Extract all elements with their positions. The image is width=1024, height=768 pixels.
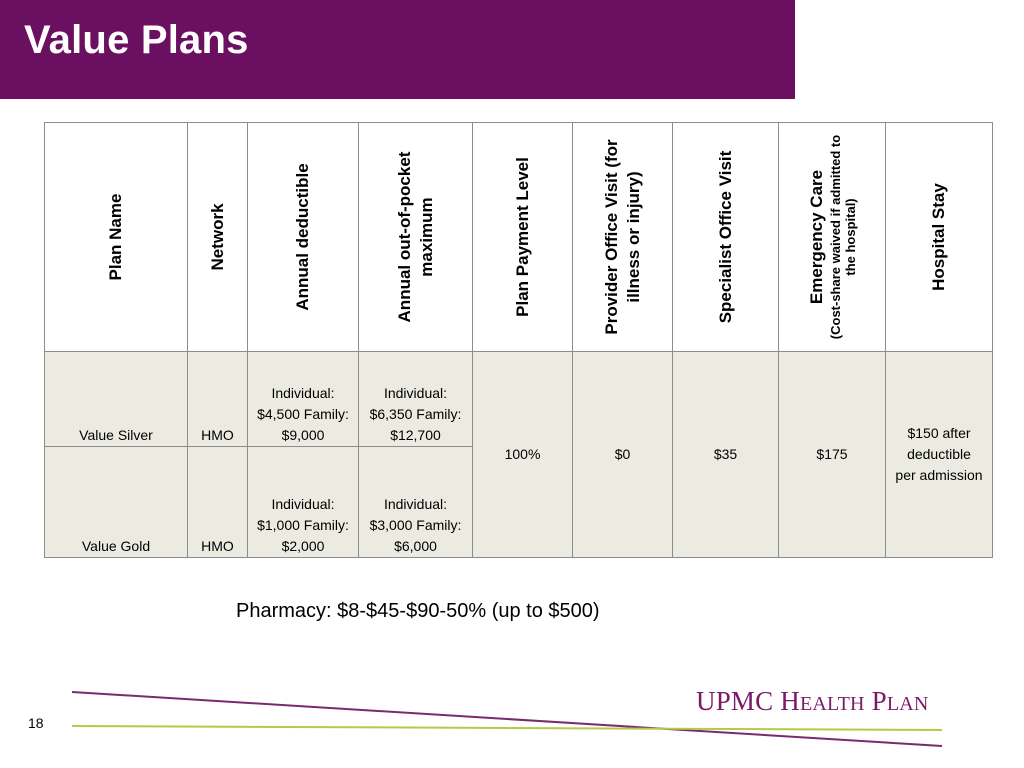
green-swoosh-line	[72, 726, 942, 730]
upmc-health-plan-logo: UPMC HEALTH PLAN	[696, 686, 929, 716]
cell-specialist-visit: $35	[673, 352, 779, 558]
header-payment-level: Plan Payment Level	[473, 123, 573, 352]
cell-hospital-stay: $150 after deductible per admission	[886, 352, 993, 558]
cell-out-of-pocket: Individual: $3,000 Family: $6,000	[359, 447, 473, 558]
cell-deductible: Individual: $1,000 Family: $2,000	[248, 447, 359, 558]
cell-out-of-pocket: Individual: $6,350 Family: $12,700	[359, 352, 473, 447]
header-annual-deductible: Annual deductible	[248, 123, 359, 352]
cell-deductible: Individual: $4,500 Family: $9,000	[248, 352, 359, 447]
header-out-of-pocket: Annual out-of-pocket maximum	[359, 123, 473, 352]
cell-plan-name: Value Gold	[45, 447, 188, 558]
page-number: 18	[28, 715, 44, 731]
cell-plan-name: Value Silver	[45, 352, 188, 447]
emergency-care-note: (Cost-share waived if admitted to the hospital)	[828, 134, 858, 340]
cell-payment-level: 100%	[473, 352, 573, 558]
pharmacy-note: Pharmacy: $8-$45-$90-50% (up to $500)	[236, 600, 600, 622]
header-plan-name: Plan Name	[45, 123, 188, 352]
cell-network: HMO	[188, 447, 248, 558]
header-provider-visit: Provider Office Visit (for illness or injury)	[573, 123, 673, 352]
header-hospital-stay: Hospital Stay	[886, 123, 993, 352]
slide-title: Value Plans	[24, 18, 249, 62]
cell-emergency-care: $175	[779, 352, 886, 558]
header-specialist-visit: Specialist Office Visit	[673, 123, 779, 352]
cell-provider-visit: $0	[573, 352, 673, 558]
cell-network: HMO	[188, 352, 248, 447]
header-network: Network	[188, 123, 248, 352]
emergency-care-title: Emergency Care	[807, 169, 826, 305]
